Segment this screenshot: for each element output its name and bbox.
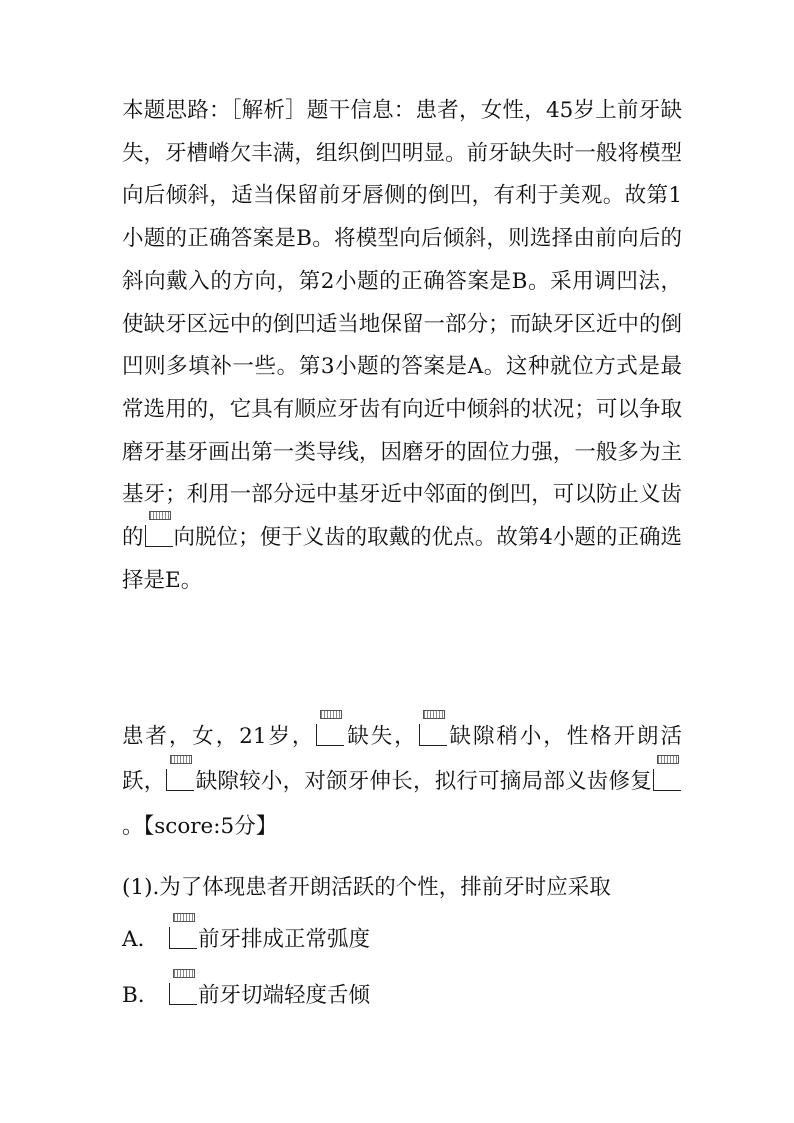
case-text-5: 。【score:5分】: [122, 814, 278, 839]
analysis-text-1: 本题思路：［解析］题干信息：患者，女性，45岁上前牙缺失，牙槽嵴欠丰满，组织倒凹明显。前牙缺失时一般将模型向后倾斜，适当保留前牙唇侧的倒凹，有利于美观。故第1小题的正确答案是B。将模型向后倾斜，则选择由前向后的斜向戴入的方向，第2小题的正确答案是B。采用调凹法，使缺牙区远中的倒凹适当地保留一部分；而缺牙区近中的倒凹则多填补一些。第3小题的答案是A。这种就位方式是最常选用的，它具有顺应牙齿有向近中倾斜的状况；可以争取磨牙基牙画出第一类导线，因磨牙的固位力强，一般多为主基牙；利用一部分远中基牙近中邻面的倒凹，可以防止义齿的: [122, 98, 682, 551]
option-text: 前牙切端轻度舌倾: [198, 983, 371, 1008]
tooth-notation-icon: [166, 769, 194, 791]
analysis-paragraph: [122, 90, 682, 602]
tooth-notation-icon: [653, 769, 681, 791]
case-text-4: 缺隙较小，对颌牙伸长，拟行可摘局部义齿修复: [195, 769, 652, 794]
option-text: 前牙排成正常弧度: [198, 927, 371, 952]
option-letter: A.: [122, 927, 145, 952]
case-text-1: 患者，女，21岁，: [122, 724, 316, 749]
tooth-notation-icon: [169, 927, 197, 949]
tooth-notation-icon: [169, 983, 197, 1005]
option-letter: B.: [122, 983, 145, 1008]
option-b[interactable]: [122, 978, 370, 1009]
tooth-notation-icon: [316, 724, 344, 746]
case-text-2: 缺失，: [345, 724, 418, 749]
tooth-notation-icon: [145, 525, 173, 547]
analysis-text-2: 向脱位；便于义齿的取戴的优点。故第4小题的正确选择是E。: [122, 525, 682, 593]
tooth-notation-icon: [419, 724, 447, 746]
case-text-3: 缺隙稍小，性格开朗活跃，: [122, 724, 682, 794]
question-stem: (1).为了体现患者开朗活跃的个性，排前牙时应采取: [122, 875, 611, 900]
case-paragraph: [122, 714, 682, 849]
option-a[interactable]: [122, 922, 370, 953]
